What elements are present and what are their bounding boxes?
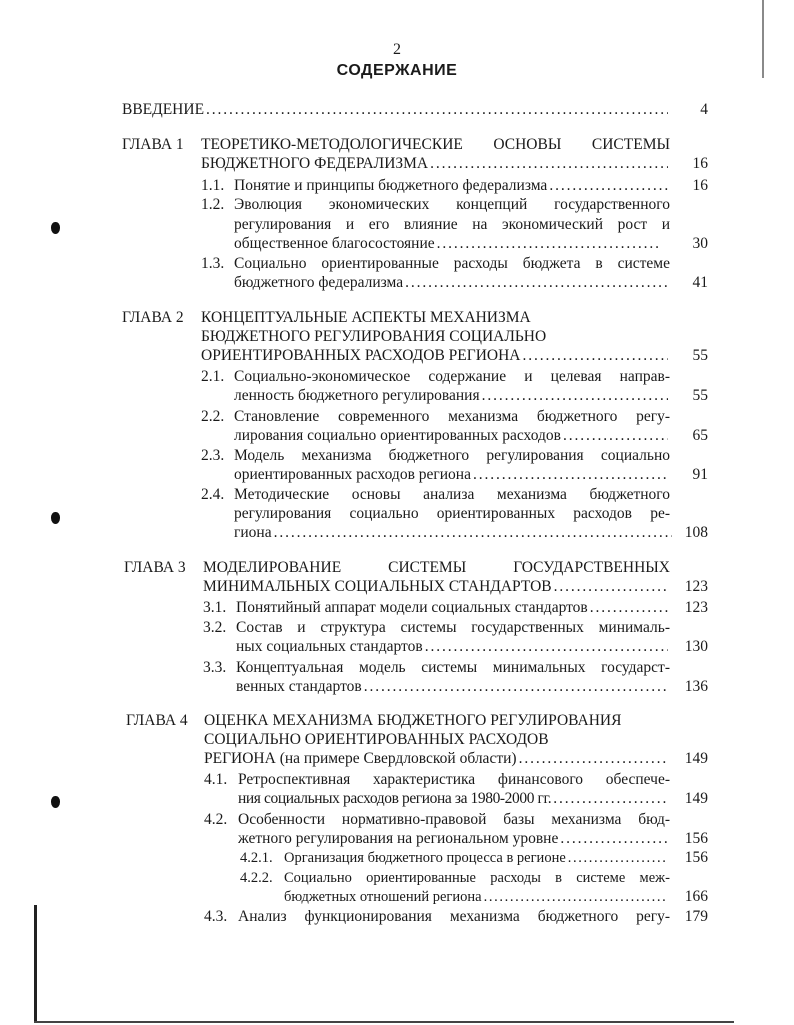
section-number: 4.1. (204, 771, 228, 788)
section-3-3-cont: венных стандартов . . . (236, 677, 670, 697)
section-page: 166 (684, 888, 708, 905)
chapter-1-title[interactable]: ТЕОРЕТИКО-МЕТОДОЛОГИЧЕСКИЕ ОСНОВЫ СИСТЕМЫ (201, 136, 670, 153)
section-4-2[interactable]: Особенности нормативно-правовой базы механизма бюд- (238, 811, 670, 828)
chapter-2-label: ГЛАВА 2 (122, 309, 184, 326)
section-4-3[interactable]: Анализ функционирования механизма бюджетного регу- (238, 908, 670, 925)
section-page: 130 (684, 638, 708, 655)
chapter-4-title-cont: СОЦИАЛЬНО ОРИЕНТИРОВАННЫХ РАСХОДОВ (204, 731, 549, 748)
section-2-1-cont: ленность бюджетного регулирования . . . (234, 386, 670, 406)
section-page: 123 (684, 599, 708, 616)
chapter-3-title[interactable]: МОДЕЛИРОВАНИЕ СИСТЕМЫ ГОСУДАРСТВЕННЫХ (203, 559, 670, 576)
section-2-4[interactable]: Методические основы анализа механизма бюджетного (234, 486, 670, 503)
section-1-2-cont: регулирования и его влияние на экономический рост и (234, 216, 670, 233)
chapter-1-label: ГЛАВА 1 (122, 136, 184, 153)
section-page: 41 (692, 274, 708, 291)
chapter-4-label: ГЛАВА 4 (126, 712, 188, 729)
chapter-1-title-cont: БЮДЖЕТНОГО ФЕДЕРАЛИЗМА . . . (201, 154, 670, 174)
section-page: 55 (692, 387, 708, 404)
section-number: 3.1. (203, 599, 227, 616)
section-number: 3.3. (203, 659, 227, 676)
chapter-3-page: 123 (684, 578, 708, 595)
section-page: 179 (684, 908, 708, 925)
chapter-3-label: ГЛАВА 3 (124, 559, 186, 576)
subsection-4-2-1[interactable]: Организация бюджетного процесса в регионе . . . (284, 848, 670, 868)
section-number: 4.3. (204, 908, 228, 925)
section-number: 3.2. (203, 619, 227, 636)
section-2-3-cont: ориентированных расходов региона . . . (234, 465, 670, 485)
section-3-1[interactable]: Понятийный аппарат модели социальных стандартов . . . (236, 598, 670, 618)
subsection-4-2-2[interactable]: Социально ориентированные расходы в системе меж- (284, 870, 670, 886)
section-4-1-cont: ния социальных расходов региона за 1980-2000 гг. . . . (238, 789, 670, 809)
scan-edge-bottom (34, 1021, 734, 1023)
section-page: 108 (684, 524, 708, 541)
section-number: 1.3. (201, 255, 225, 272)
chapter-1-page: 16 (692, 155, 708, 172)
binder-hole-mark (51, 222, 60, 234)
chapter-2-title[interactable]: КОНЦЕПТУАЛЬНЫЕ АСПЕКТЫ МЕХАНИЗМА (201, 309, 531, 326)
section-4-2-cont: жетного регулирования на региональном уровне . . . (238, 829, 670, 849)
section-2-4-cont: гиона . . . (234, 523, 674, 543)
section-page: 156 (684, 849, 708, 866)
section-page: 30 (692, 235, 708, 252)
section-1-1[interactable]: Понятие и принципы бюджетного федерализма . . . (234, 176, 670, 196)
chapter-4-page: 149 (684, 750, 708, 767)
page-number: 2 (393, 41, 401, 58)
section-page: 65 (692, 427, 708, 444)
chapter-2-page: 55 (692, 347, 708, 364)
section-4-1[interactable]: Ретроспективная характеристика финансового обеспече- (238, 771, 670, 788)
scan-edge-left (34, 905, 37, 1023)
section-number: 1.2. (201, 196, 225, 213)
page-title: СОДЕРЖАНИЕ (336, 62, 458, 79)
section-page: 156 (684, 830, 708, 847)
section-3-2-cont: ных социальных стандартов . . . (236, 637, 670, 657)
subsection-number: 4.2.2. (240, 870, 273, 886)
section-number: 2.2. (201, 408, 225, 425)
section-number: 2.4. (201, 486, 225, 503)
section-1-2[interactable]: Эволюция экономических концепций государственного (234, 196, 670, 213)
section-number: 1.1. (201, 177, 225, 194)
section-page: 91 (692, 466, 708, 483)
section-number: 2.1. (201, 368, 225, 385)
chapter-4-title-cont: РЕГИОНА (на примере Свердловской области) . . . (204, 749, 670, 769)
chapter-3-title-cont: МИНИМАЛЬНЫХ СОЦИАЛЬНЫХ СТАНДАРТОВ . . . (203, 577, 670, 597)
section-3-2[interactable]: Состав и структура системы государственных минималь- (236, 619, 670, 636)
section-2-2[interactable]: Становление современного механизма бюджетного регу- (234, 408, 670, 425)
subsection-4-2-2-cont: бюджетных отношений региона . . . (284, 887, 670, 907)
section-1-3[interactable]: Социально ориентированные расходы бюджета в системе (234, 255, 670, 272)
section-1-2-cont: общественное благосостояние . . . (234, 234, 660, 254)
section-2-1[interactable]: Социально-экономическое содержание и целевая направ- (234, 368, 670, 385)
section-3-3[interactable]: Концептуальная модель системы минимальных государст- (236, 659, 670, 676)
section-number: 4.2. (204, 811, 228, 828)
binder-hole-mark (51, 512, 60, 524)
section-1-3-cont: бюджетного федерализма . . . (234, 273, 670, 293)
chapter-2-title-cont: БЮДЖЕТНОГО РЕГУЛИРОВАНИЯ СОЦИАЛЬНО (201, 328, 547, 345)
chapter-2-title-cont: ОРИЕНТИРОВАННЫХ РАСХОДОВ РЕГИОНА . . . (201, 346, 670, 366)
toc-entry-intro[interactable]: ВВЕДЕНИЕ . . . (122, 100, 670, 120)
section-number: 2.3. (201, 447, 225, 464)
subsection-number: 4.2.1. (240, 850, 273, 866)
section-2-2-cont: лирования социально ориентированных расходов . . . (234, 426, 670, 446)
chapter-4-title[interactable]: ОЦЕНКА МЕХАНИЗМА БЮДЖЕТНОГО РЕГУЛИРОВАНИЯ (204, 712, 622, 729)
binder-hole-mark (51, 796, 60, 808)
section-2-4-cont: регулирования социально ориентированных расходов ре- (234, 505, 670, 522)
toc-page-intro: 4 (700, 101, 708, 118)
section-page: 149 (684, 790, 708, 807)
section-2-3[interactable]: Модель механизма бюджетного регулирования социально (234, 447, 670, 464)
section-page: 136 (684, 678, 708, 695)
section-page: 16 (692, 177, 708, 194)
